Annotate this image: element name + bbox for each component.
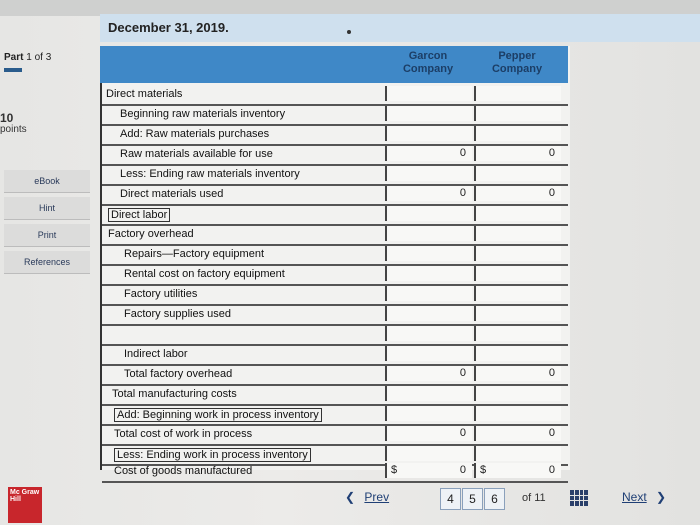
ebook-button[interactable]: eBook <box>4 170 90 193</box>
row-label: Total manufacturing costs <box>112 388 237 400</box>
points-box <box>0 112 27 136</box>
cell-value: 0 <box>459 147 466 159</box>
row-label: Direct materials <box>106 88 183 100</box>
pepper-value-input[interactable] <box>474 366 561 381</box>
garcon-value-input[interactable] <box>385 166 472 181</box>
table-row <box>102 185 568 206</box>
cell-value: 0 <box>459 464 466 476</box>
garcon-value-input[interactable] <box>385 106 472 121</box>
prev-label: Prev <box>364 490 390 504</box>
cell-value: 0 <box>459 187 466 199</box>
mcgraw-hill-logo: Mc Graw Hill <box>8 487 42 523</box>
points-value: 10 <box>0 111 14 125</box>
garcon-value-input[interactable] <box>385 366 472 381</box>
cell-value: 0 <box>548 147 555 159</box>
garcon-value-input[interactable] <box>385 386 472 401</box>
page-button-6[interactable]: 6 <box>484 488 505 510</box>
garcon-value-input[interactable] <box>385 266 472 281</box>
row-label: Repairs—Factory equipment <box>124 248 265 260</box>
cursor-dot <box>347 30 351 34</box>
prev-button[interactable] <box>345 490 389 504</box>
currency-symbol: $ <box>480 464 487 476</box>
pepper-value-input[interactable] <box>474 266 561 281</box>
row-label: Cost of goods manufactured <box>114 465 253 477</box>
garcon-value-input[interactable] <box>385 206 472 221</box>
pepper-value-input[interactable] <box>474 426 561 441</box>
garcon-value-input[interactable] <box>385 446 472 461</box>
pepper-value-input[interactable] <box>474 446 561 461</box>
table-row <box>102 285 568 306</box>
currency-symbol: $ <box>391 464 398 476</box>
cell-value: 0 <box>459 367 466 379</box>
pepper-value-input[interactable] <box>474 286 561 301</box>
statement-date: December 31, 2019. <box>108 20 229 35</box>
pepper-value-input[interactable] <box>474 463 561 478</box>
table-row <box>102 105 568 126</box>
garcon-value-input[interactable] <box>385 346 472 361</box>
cell-value: 0 <box>548 367 555 379</box>
part-label: Part <box>4 52 24 63</box>
table-row <box>102 165 568 186</box>
table-row <box>102 405 568 426</box>
row-label: Total factory overhead <box>124 368 233 380</box>
row-label: Less: Ending work in process inventory <box>114 448 311 462</box>
chevron-right-icon: ❯ <box>656 490 667 504</box>
page-button-5[interactable]: 5 <box>462 488 483 510</box>
pepper-value-input[interactable] <box>474 206 561 221</box>
table-header <box>100 46 568 83</box>
chevron-left-icon: ❮ <box>345 490 356 504</box>
cell-value: 0 <box>548 427 555 439</box>
row-label: Direct materials used <box>120 188 224 200</box>
column-garcon: Garcon Company <box>402 50 454 75</box>
pepper-value-input[interactable] <box>474 126 561 141</box>
page-button-4[interactable]: 4 <box>440 488 461 510</box>
pepper-value-input[interactable] <box>474 326 561 341</box>
table-row <box>102 125 568 146</box>
pepper-value-input[interactable] <box>474 186 561 201</box>
pepper-value-input[interactable] <box>474 306 561 321</box>
pepper-value-input[interactable] <box>474 386 561 401</box>
row-label: Less: Ending raw materials inventory <box>120 168 300 180</box>
garcon-value-input[interactable] <box>385 406 472 421</box>
pepper-value-input[interactable] <box>474 246 561 261</box>
pepper-value-input[interactable] <box>474 346 561 361</box>
garcon-value-input[interactable] <box>385 286 472 301</box>
references-button[interactable]: References <box>4 251 90 274</box>
part-indicator <box>4 52 51 63</box>
row-label: Total cost of work in process <box>114 428 253 440</box>
grid-icon[interactable] <box>570 490 588 506</box>
row-label: Add: Beginning work in process inventory <box>114 408 322 422</box>
garcon-value-input[interactable] <box>385 86 472 101</box>
table-row <box>102 305 568 326</box>
table-row <box>102 365 568 386</box>
garcon-value-input[interactable] <box>385 426 472 441</box>
table-row <box>102 85 568 106</box>
cell-value: 0 <box>459 427 466 439</box>
part-progress-bar <box>4 68 22 72</box>
table-row <box>102 245 568 266</box>
row-label: Factory utilities <box>124 288 198 300</box>
cell-value: 0 <box>548 187 555 199</box>
garcon-value-input[interactable] <box>385 226 472 241</box>
table-row <box>102 265 568 286</box>
garcon-value-input[interactable] <box>385 126 472 141</box>
row-label: Beginning raw materials inventory <box>120 108 286 120</box>
pepper-value-input[interactable] <box>474 106 561 121</box>
table-row <box>102 425 568 446</box>
table-row <box>102 145 568 166</box>
part-value: 1 of 3 <box>26 52 52 63</box>
table-row <box>102 385 568 406</box>
pepper-value-input[interactable] <box>474 406 561 421</box>
row-label: Direct labor <box>108 208 170 222</box>
row-label: Add: Raw materials purchases <box>120 128 270 140</box>
row-label: Factory supplies used <box>124 308 231 320</box>
hint-button[interactable]: Hint <box>4 197 90 220</box>
pepper-value-input[interactable] <box>474 166 561 181</box>
table-row <box>102 345 568 366</box>
garcon-value-input[interactable] <box>385 306 472 321</box>
table-row <box>102 462 568 483</box>
garcon-value-input[interactable] <box>385 146 472 161</box>
pepper-value-input[interactable] <box>474 146 561 161</box>
row-label: Indirect labor <box>124 348 188 360</box>
points-label: points <box>0 124 27 135</box>
garcon-value-input[interactable] <box>385 326 472 341</box>
pepper-value-input[interactable] <box>474 226 561 241</box>
table-row <box>102 225 568 246</box>
garcon-value-input[interactable] <box>385 246 472 261</box>
date-header <box>100 14 700 42</box>
row-label: Factory overhead <box>108 228 194 240</box>
column-pepper: Pepper Company <box>491 50 543 75</box>
next-label: Next <box>622 490 647 504</box>
table-row <box>102 325 568 346</box>
table-row <box>102 205 568 226</box>
next-button[interactable] <box>622 490 666 504</box>
page-count: of 11 <box>522 492 546 504</box>
cell-value: 0 <box>548 464 555 476</box>
pepper-value-input[interactable] <box>474 86 561 101</box>
print-button[interactable]: Print <box>4 224 90 247</box>
garcon-value-input[interactable] <box>385 186 472 201</box>
row-label: Raw materials available for use <box>120 148 273 160</box>
row-label: Rental cost on factory equipment <box>124 268 285 280</box>
garcon-value-input[interactable] <box>385 463 472 478</box>
